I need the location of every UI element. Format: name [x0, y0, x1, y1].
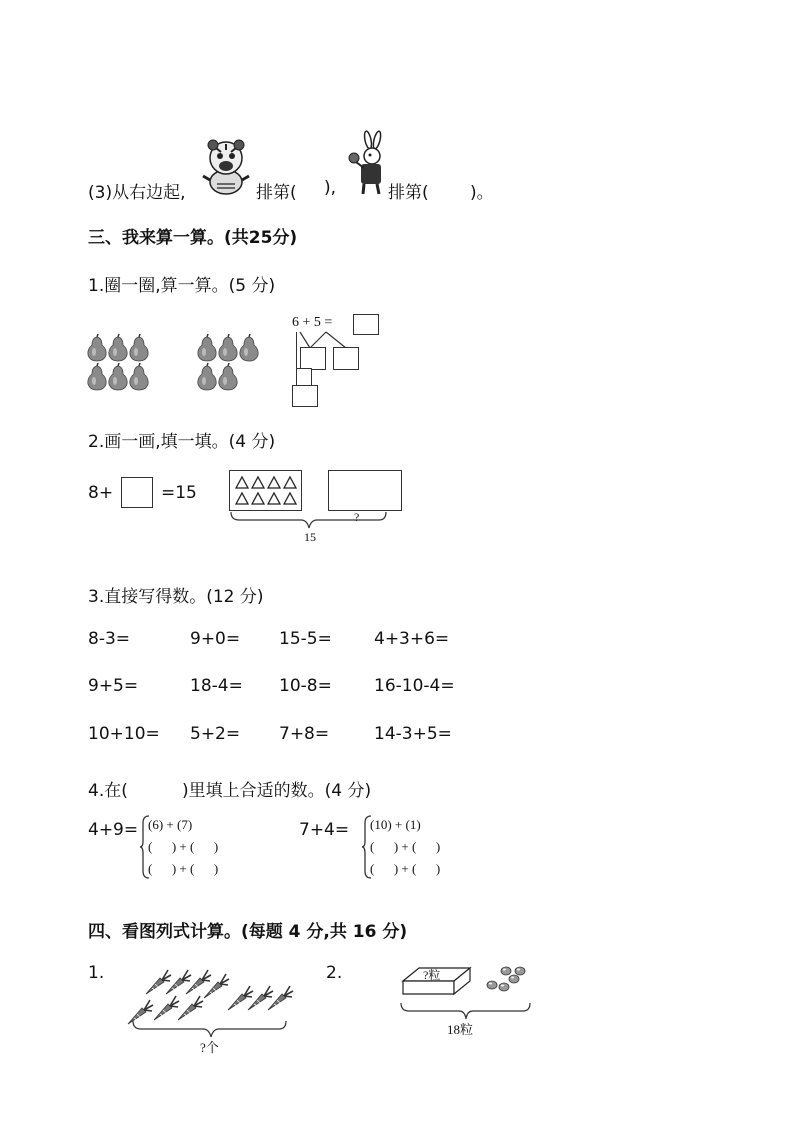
q4-right-lhs: 7+4=: [299, 820, 350, 840]
bead-icon: [486, 980, 498, 990]
bead-icon: [498, 982, 510, 992]
tiger-icon: [197, 136, 255, 196]
q4-right-line-1: (10) + (1): [370, 817, 421, 832]
q1-title: 1.圈一圈,算一算。(5 分): [88, 276, 276, 296]
carrot-icon: [176, 994, 204, 1022]
q3-problem: 18-4=: [190, 676, 243, 696]
q2-question-mark: ?: [354, 510, 360, 524]
q1-result-box[interactable]: [292, 385, 318, 407]
q3-problem: 7+8=: [279, 724, 330, 744]
rabbit-icon: [344, 132, 390, 196]
section3-heading: 三、我来算一算。(共25分): [88, 228, 298, 248]
section4-heading: 四、看图列式计算。(每题 4 分,共 16 分): [88, 922, 408, 942]
pear-icon: [196, 334, 218, 362]
q3-prefix: (3)从右边起,: [88, 183, 186, 203]
pear-icon: [86, 363, 108, 391]
q2-rhs: =15: [161, 483, 197, 503]
q1-split-box-2[interactable]: [333, 347, 359, 370]
pear-icon: [217, 363, 239, 391]
q3-seg2-close: )。: [470, 183, 494, 203]
q4-title-b: )里填上合适的数。(4 分): [182, 781, 372, 801]
q4-title-a: 4.在(: [88, 781, 128, 801]
bead-area: [486, 966, 538, 996]
pear-icon: [238, 334, 260, 362]
carrot-icon: [266, 984, 294, 1012]
p1-label: 1.: [88, 963, 105, 983]
q2-total: 15: [304, 530, 316, 544]
carrot-area: [124, 968, 294, 1028]
pear-icon: [196, 363, 218, 391]
q3-problem: 9+5=: [88, 676, 139, 696]
p1-total: ?个: [200, 1040, 219, 1055]
q2-answer-box[interactable]: [121, 477, 153, 508]
q3-problem: 14-3+5=: [374, 724, 452, 744]
triangles: [230, 471, 301, 510]
q4-left-line-1: (6) + (7): [148, 817, 193, 832]
pear-icon: [128, 334, 150, 362]
pear-icon: [86, 334, 108, 362]
q3-seg2: 排第(: [388, 183, 429, 203]
pear-group-1: [86, 334, 156, 392]
q4-left-lhs: 4+9=: [88, 820, 139, 840]
pear-icon: [107, 334, 129, 362]
q4-right-line-3[interactable]: ( ) + ( ): [370, 861, 441, 876]
q3-problem: 5+2=: [190, 724, 241, 744]
q2-empty-box[interactable]: [328, 470, 402, 511]
q3-problem: 9+0=: [190, 629, 241, 649]
q3-title: 3.直接写得数。(12 分): [88, 587, 264, 607]
q1-small-box[interactable]: [296, 368, 312, 386]
q3-seg1: 排第(: [256, 183, 297, 203]
q3-problem: 15-5=: [279, 629, 332, 649]
q2-lhs: 8+: [88, 483, 114, 503]
pear-group-2: [196, 334, 266, 392]
pear-icon: [217, 334, 239, 362]
q3-problem: 16-10-4=: [374, 676, 455, 696]
p2-box-label: ?粒: [423, 968, 441, 982]
q4-left-line-3[interactable]: ( ) + ( ): [148, 861, 219, 876]
q4-left-line-2[interactable]: ( ) + ( ): [148, 839, 219, 854]
q2-title: 2.画一画,填一填。(4 分): [88, 432, 276, 452]
q2-brace-bottom: [229, 512, 389, 530]
q1-equation: 6 + 5 =: [292, 315, 333, 330]
q1-split-box-1[interactable]: [300, 347, 326, 370]
q3-problem: 10-8=: [279, 676, 332, 696]
pear-icon: [128, 363, 150, 391]
q3-problem: 4+3+6=: [374, 629, 450, 649]
q3-problem: 8-3=: [88, 629, 131, 649]
q3-seg1-close: ),: [324, 178, 337, 198]
p2-total: 18粒: [447, 1022, 474, 1037]
q3-problem: 10+10=: [88, 724, 160, 744]
pear-icon: [107, 363, 129, 391]
q2-triangle-box: [229, 470, 302, 511]
q4-right-line-2[interactable]: ( ) + ( ): [370, 839, 441, 854]
p2-label: 2.: [326, 963, 343, 983]
